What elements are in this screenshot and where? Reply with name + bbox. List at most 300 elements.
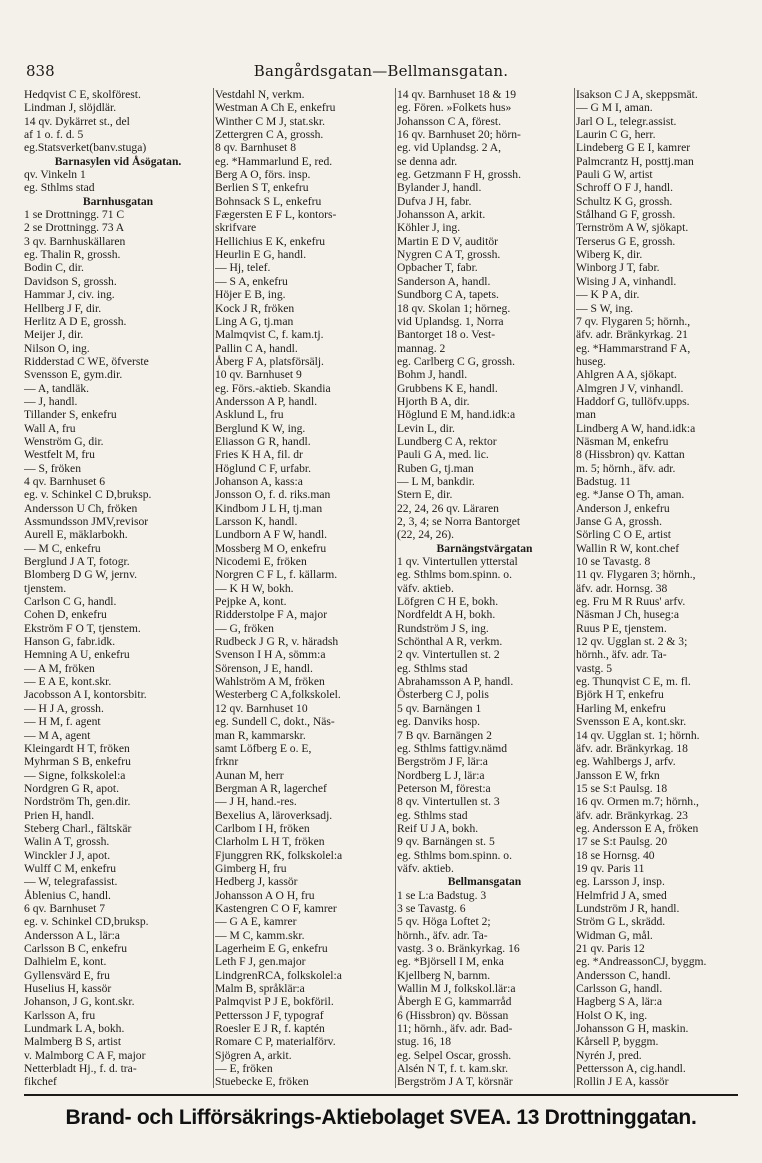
directory-entry: Sörenson, J E, handl. [215,661,313,675]
directory-entry: 12 qv. Barnhuset 10 [215,701,308,715]
directory-entry: Widman G, mål. [576,928,653,942]
directory-entry: — M A, agent [24,728,91,742]
directory-entry: 22, 24, 26 qv. Läraren [397,501,499,515]
directory-entry: Tillander S, enkefru [24,408,117,422]
directory-entry: Lundberg C A, rektor [397,434,497,448]
directory-entry: Hjorth B A, dir. [397,394,470,408]
directory-entry: Opbacher T, fabr. [397,261,478,275]
directory-entry: Lundborn A F W, handl. [215,528,328,542]
directory-entry: — K P A, dir. [576,288,640,302]
directory-entry: Badstug. 11 [576,474,631,488]
directory-entry: Johansson G H, maskin. [576,1022,689,1036]
directory-entry: Pettersson J F, typograf [215,1008,324,1022]
directory-entry: Eliasson G R, handl. [215,434,311,448]
directory-entry: Alsén N T, f. t. kam.skr. [397,1062,508,1076]
directory-entry: Pauli G A, med. lic. [397,448,489,462]
directory-entry: 14 qv. Ugglan st. 1; hörnh. [576,728,700,742]
directory-entry: Malm B, språklär:a [215,982,305,996]
directory-entry: eg. Sundell C, dokt., Näs- [215,715,335,729]
directory-entry: eg. vid Uplandsg. 2 A, [397,141,502,155]
directory-entry: Åberg F A, platsförsälj. [215,354,324,368]
directory-entry: — M C, kamm.skr. [215,928,305,942]
directory-entry: eg. *Janse O Th, aman. [576,488,685,502]
directory-entry: Jarl O L, telegr.assist. [576,114,677,128]
directory-entry: Kock J R, fröken [215,301,295,315]
directory-entry: tjenstem. [24,581,67,595]
directory-entry: eg. *Hammarlund E, red. [215,154,333,168]
directory-entry: (22, 24, 26). [397,528,454,542]
directory-entry: — G, fröken [215,621,274,635]
directory-entry: Hanson G, fabr.idk. [24,635,116,649]
directory-entry: stug. 16, 18 [397,1035,452,1049]
directory-entry: 18 se Hornsg. 40 [576,848,655,862]
directory-entry: 10 se Tavastg. 8 [576,555,651,569]
directory-entry: Sörling C O E, artist [576,528,672,542]
directory-entry: 11; hörnh., äfv. adr. Bad- [397,1022,513,1036]
directory-entry: Jansson E W, frkn [576,768,660,782]
directory-entry: Ruus P E, tjenstem. [576,621,667,635]
directory-entry: Schultz K G, grossh. [576,194,673,208]
directory-entry: 6 qv. Barnhuset 7 [24,901,106,915]
directory-entry: eg. Förs.-aktieb. Skandia [215,381,331,395]
directory-entry: Bantorget 18 o. Vest- [397,328,496,342]
directory-entry: Fægersten E F L, kontors- [215,208,337,222]
directory-entry: Wulff C M, enkefru [24,861,117,875]
directory-entry: Hedberg J, kassör [215,875,298,889]
directory-entry: Roesler E J R, f. kaptén [215,1022,325,1036]
directory-entry: Berglund K W, ing. [215,421,306,435]
directory-entry: Martin E D V, auditör [397,234,499,248]
directory-entry: Ternström A W, sjökapt. [576,221,689,235]
directory-entry: eg. Fören. »Folkets hus» [397,101,512,115]
street-heading: Bellmansgatan [447,875,522,889]
directory-entry: Winckler J J, apot. [24,848,111,862]
directory-entry: Ling A G, tj.man [215,314,294,328]
directory-entry: se denna adr. [397,154,458,168]
directory-entry: Palmcrantz H, posttj.man [576,154,694,168]
directory-entry: Nordberg L J, lär:a [397,768,485,782]
directory-entry: 18 qv. Skolan 1; hörneg. [397,301,511,315]
directory-entry: Åblenius C, handl. [24,888,111,902]
directory-entry: hörnh., äfv. adr. Ta- [397,928,488,942]
directory-entry [397,875,572,888]
directory-entry: eg. Fru M R Ruus' arfv. [576,595,686,609]
directory-entry: Lindeberg G E I, kamrer [576,141,691,155]
directory-entry: 12 qv. Ugglan st. 2 & 3; [576,635,688,649]
directory-entry: väfv. aktieb. [397,861,454,875]
directory-entry: Wallin M J, folkskol.lär:a [397,982,516,996]
directory-entry: 1 se Drottningg. 71 C [24,208,125,222]
directory-entry: Johansson A O H, fru [215,888,315,902]
directory-entry: — G M I, aman. [576,101,653,115]
directory-entry: 2, 3, 4; se Norra Bantorget [397,515,521,528]
directory-entry: Carlsson B C, enkefru [24,942,128,955]
directory-entry [24,195,212,208]
directory-entry: eg. Sthlms bom.spinn. o. [397,568,512,582]
directory-entry: Aunan M, herr [215,768,284,782]
directory-entry: Johansson C A, förest. [397,114,502,128]
directory-entry: Fries K H A, fil. dr [215,448,303,462]
directory-entry: Dufva J H, fabr. [397,194,472,208]
directory-entry: — W, telegrafassist. [24,875,118,889]
directory-entry: Berlien S T, enkefru [215,181,309,195]
directory-entry: 5 qv. Barnängen 1 [397,701,482,715]
directory-entry: Johanson A, kass:a [215,474,303,488]
directory-entry: Ekström F O T, tjenstem. [24,621,141,635]
directory-entry: Isakson C J A, skeppsmät. [576,88,698,101]
directory-entry: Carlbom I H, fröken [215,821,310,835]
directory-entry: huseg. [576,354,606,368]
directory-entry: Bylander J, handl. [397,181,482,195]
directory-entry: Lagerheim E G, enkefru [215,942,328,955]
directory-entry: Bohnsack S L, enkefru [215,194,322,208]
directory-entry: äfv. adr. Bränkyrkag. 23 [576,808,688,822]
directory-entry: Wenström G, dir. [24,434,104,448]
directory-entry: Höjer E B, ing. [215,288,286,302]
directory-entry: Herlitz A D E, grossh. [24,314,127,328]
directory-entry: — A, tandläk. [24,381,90,395]
directory-entry: — K H W, bokh. [215,581,294,595]
directory-entry: Johansson A, arkit. [397,208,486,222]
directory-entry: Näsman J Ch, huseg:a [576,608,680,622]
directory-entry: eg. Larsson J, insp. [576,875,665,889]
directory-entry: Pauli G W, artist [576,168,653,182]
footer-advert: Brand- och Lifförsäkrings-Aktiebolaget SVEA. 13 Drottninggatan. [65,1106,697,1129]
directory-entry: 9 qv. Barnängen st. 5 [397,835,495,849]
directory-entry: Myhrman S B, enkefru [24,755,131,769]
directory-entry: eg. Carlberg C G, grossh. [397,354,515,368]
directory-entry: 4 qv. Barnhuset 6 [24,474,106,488]
directory-entry: eg. Sthlms stad [397,808,468,822]
directory-entry: Netterbladt Hj., f. d. tra- [24,1062,137,1076]
directory-entry: — H J A, grossh. [24,701,104,715]
directory-entry: Stuebecke E, fröken [215,1075,309,1088]
directory-entry: Hemning A U, enkefru [24,648,130,662]
directory-entry: Carlsson G, handl. [576,982,663,996]
street-heading: Barnasylen vid Åsögatan. [54,154,182,168]
directory-entry: Nicodemi E, fröken [215,555,307,569]
directory-entry: 3 se Tavastg. 6 [397,901,466,915]
directory-entry: Karlsson A, fru [24,1008,96,1022]
directory-entry: Hammar J, civ. ing. [24,288,115,302]
directory-entry: Kårsell P, byggm. [576,1035,659,1049]
directory-entry: Johanson, J G, kont.skr. [24,995,135,1009]
directory-entry: eg. Danviks hosp. [397,715,481,729]
directory-entry: Bohm J, handl. [397,368,468,382]
directory-entry: 15 se S:t Paulsg. 18 [576,781,668,795]
directory-entry: eg. Getzmann F H, grossh. [397,168,521,182]
directory-entry: Ahlgren A A, sjökapt. [576,368,677,382]
directory-entry: eg. v. Schinkel CD,bruksp. [24,915,149,929]
directory-entry: Wallin R W, kont.chef [576,541,680,555]
directory-entry: LindgrenRCA, folkskolel:a [215,968,342,982]
directory-entry: Levin L, dir. [397,421,455,435]
directory-entry: Åbergh E G, kammarråd [397,995,512,1009]
directory-entry: Heurlin E G, handl. [215,248,307,262]
directory-entry: Hagberg S A, lär:a [576,995,663,1009]
directory-entry: Rudbeck J G R, v. häradsh [215,635,339,649]
directory-entry: Westman A Ch E, enkefru [215,101,336,115]
directory-entry: eg. Thalin R, grossh. [24,248,121,262]
directory-entry: Malmqvist C, f. kam.tj. [215,328,324,342]
directory-entry: Stålhand G F, grossh. [576,208,676,222]
directory-entry: Dalhielm E, kont. [24,955,107,969]
directory-entry: vid Uplandsg. 1, Norra [397,314,504,328]
directory-entry: 1 se L:a Badstug. 3 [397,888,487,902]
directory-entry: Holst O K, ing. [576,1008,648,1022]
directory-entry: äfv. adr. Bränkyrkag. 21 [576,328,688,342]
page-header [24,62,738,84]
directory-entry: Ridderstolpe F A, major [215,608,328,622]
directory-entry: eg. Andersson E A, fröken [576,821,699,835]
column-divider [395,88,396,1088]
page-number: 838 [26,62,55,80]
directory-entry: Almgren J V, vinhandl. [576,381,684,395]
directory-entry: — J H, hand.-res. [215,795,297,809]
directory-entry: Palmqvist P J E, bokföril. [215,995,334,1009]
directory-entry: Schönthal A R, verkm. [397,635,503,649]
directory-entry: Clarholm L H T, fröken [215,835,325,849]
directory-entry: 11 qv. Flygaren 3; hörnh., [576,568,696,582]
directory-entry: Lindman J, slöjdlär. [24,101,117,115]
directory-entry: 7 B qv. Barnängen 2 [397,728,492,742]
directory-entry: Pallin C A, handl. [215,341,298,355]
directory-entry: Leth F J, gen.major [215,955,306,969]
directory-entry: 7 qv. Flygaren 5; hörnh., [576,314,691,328]
directory-entry: Pejpke A, kont. [215,595,287,609]
directory-entry: Steberg Charl., fältskär [24,821,132,835]
column-3 [397,88,572,1088]
directory-entry: eg. v. Schinkel C D,bruksp. [24,488,152,502]
directory-entry: skrifvare [215,221,257,235]
directory-entry: Nordgren G R, apot. [24,781,119,795]
directory-entry: Mossberg M O, enkefru [215,541,327,555]
directory-entry: Berg A O, förs. insp. [215,168,311,182]
directory-entry: Köhler J, ing. [397,221,461,235]
directory-entry: eg. Sthlms stad [397,661,468,675]
directory-entry: Haddorf G, tullöfv.upps. [576,394,690,408]
directory-entry: eg. *Björsell I M, enka [397,955,504,969]
directory-entry: Höglund C F, urfabr. [215,461,312,475]
directory-entry: Wising J A, vinhandl. [576,274,677,288]
directory-entry: — A M, fröken [24,661,95,675]
directory-entry: qv. Vinkeln 1 [24,168,86,182]
directory-entry: Meijer J, dir. [24,328,84,342]
directory-entry: Sundborg C A, tapets. [397,288,499,302]
directory-entry: Bergström J A T, körsnär [397,1075,513,1088]
directory-entry: Andersson C, handl. [576,968,671,982]
footer-rule [24,1094,738,1096]
running-title: Bangårdsgatan—Bellmansgatan. [253,62,509,80]
directory-entry [397,542,572,555]
directory-entry: Westerberg C A,folkskolel. [215,688,341,702]
directory-entry: — H M, f. agent [24,715,101,729]
directory-entry: Jonsson O, f. d. riks.man [215,488,331,502]
directory-entry: 6 (Hissbron) qv. Bössan [397,1008,509,1022]
directory-entry: Ström G L, skrädd. [576,915,666,929]
directory-entry: Lundmark L A, bokh. [24,1022,125,1036]
directory-entry: eg. Sthlms fattigv.nämd [397,741,508,755]
directory-entry: Kjellberg N, barnm. [397,968,491,982]
directory-entry: Berglund J A T, fotogr. [24,555,130,569]
directory-entry: man [576,408,596,422]
directory-entry: Vestdahl N, verkm. [215,88,305,101]
directory-entry: Nyrén J, pred. [576,1048,642,1062]
directory-entry: — S W, ing. [576,301,634,315]
directory-entry: Rundström J S, ing. [397,621,489,635]
directory-entry: 16 qv. Barnhuset 20; hörn- [397,128,521,142]
directory-entry: Winborg J T, fabr. [576,261,660,275]
directory-entry: Bexelius A, läroverksadj. [215,808,333,822]
directory-entry: 8 qv. Vintertullen st. 3 [397,795,500,809]
directory-entry: eg. Wahlbergs J, arfv. [576,755,676,769]
directory-entry: eg. *AndreassonCJ, byggm. [576,955,707,969]
directory-entry: Kastengren C O F, kamrer [215,901,337,915]
directory-entry: Lindberg A W, hand.idk:a [576,421,696,435]
directory-entry: Huselius H, kassör [24,982,112,996]
directory-entry: Prien H, handl. [24,808,95,822]
directory-entry [24,155,212,168]
directory-entry: Wahlström A M, fröken [215,675,325,689]
directory-entry: 21 qv. Paris 12 [576,942,645,955]
directory-columns [24,88,740,1088]
directory-entry: man R, kammarskr. [215,728,306,742]
directory-entry: Stern E, dir. [397,488,453,502]
street-heading: Barnhusgatan [82,194,154,208]
directory-entry: Hellichius E K, enkefru [215,234,326,248]
directory-entry: v. Malmborg C A F, major [24,1048,146,1062]
directory-entry: eg. Thunqvist C E, m. fl. [576,675,691,689]
directory-entry: Reif U J A, bokh. [397,821,479,835]
column-4 [576,88,740,1088]
directory-entry: Assmundsson JMV,revisor [24,515,149,528]
directory-entry: Gyllensvärd E, fru [24,968,110,982]
directory-entry: hörnh., äfv. adr. Ta- [576,648,667,662]
directory-entry: Grubbens K E, handl. [397,381,498,395]
directory-entry: 17 se S:t Paulsg. 20 [576,835,668,849]
directory-entry: Harling M, enkefru [576,701,666,715]
directory-entry: Löfgren C H E, bokh. [397,595,499,609]
directory-entry: 10 qv. Barnhuset 9 [215,368,302,382]
directory-entry: Bergman A R, lagerchef [215,781,327,795]
directory-entry: — E, fröken [215,1062,273,1076]
directory-entry: Pettersson A, cig.handl. [576,1062,686,1076]
directory-entry: Andersson A P, handl. [215,394,318,408]
directory-entry: 14 qv. Dykärret st., del [24,114,130,128]
directory-entry: Ruben G, tj.man [397,461,474,475]
directory-entry: Walin A T, grossh. [24,835,110,849]
directory-entry: samt Löfberg E o. E, [215,741,312,755]
directory-entry: Svenson I H A, sömm:a [215,648,326,662]
directory-entry: Hellberg J F, dir. [24,301,102,315]
directory-entry: 5 qv. Höga Loftet 2; [397,915,491,929]
directory-entry: Nordfeldt A H, bokh. [397,608,496,622]
directory-entry: Svensson E, gym.dir. [24,368,123,382]
directory-entry: 1 qv. Vintertullen ytterstal [397,555,518,569]
directory-entry: 8 qv. Barnhuset 8 [215,141,297,155]
directory-entry: Björk H T, enkefru [576,688,664,702]
directory-entry: — E A E, kont.skr. [24,675,112,689]
directory-entry: Janse G A, grossh. [576,515,662,528]
directory-entry: eg.Statsverket(banv.stuga) [24,141,147,155]
directory-entry: Nordström Th, gen.dir. [24,795,131,809]
directory-entry: Nilson O, ing. [24,341,90,355]
directory-entry: 16 qv. Ormen m.7; hörnh., [576,795,699,809]
directory-entry: Kindbom J L H, tj.man [215,501,323,515]
directory-entry: eg. *Hammarstrand F A, [576,341,691,355]
directory-entry: Laurin C G, herr. [576,128,656,142]
directory-entry: Schroff O F J, handl. [576,181,674,195]
directory-entry: Romare C P, materialförv. [215,1035,336,1049]
directory-entry: Wiberg K, dir. [576,248,643,262]
column-divider [213,88,214,1088]
directory-entry: Aurell E, mäklarbokh. [24,528,128,542]
directory-entry: Abrahamsson A P, handl. [397,675,514,689]
column-divider [574,88,575,1088]
directory-entry: Malmberg B S, artist [24,1035,122,1049]
directory-entry: Hedqvist C E, skolförest. [24,88,141,101]
directory-entry: — M C, enkefru [24,541,101,555]
directory-entry: — J, handl. [24,394,78,408]
directory-entry: Cohen D, enkefru [24,608,107,622]
directory-entry: 8 (Hissbron) qv. Kattan [576,448,685,462]
directory-entry: Carlson C G, handl. [24,595,117,609]
directory-entry: Westfelt M, fru [24,448,95,462]
directory-entry: Bergström J F, lär:a [397,755,488,769]
directory-entry: — Hj, telef. [215,261,271,275]
directory-entry: Larsson K, handl. [215,515,298,528]
directory-entry: fikchef [24,1075,57,1088]
directory-entry: af 1 o. f. d. 5 [24,128,84,142]
directory-entry: Helmfrid J A, smed [576,888,667,902]
directory-entry: äfv. adr. Hornsg. 38 [576,581,668,595]
directory-entry: 2 se Drottningg. 73 A [24,221,125,235]
directory-entry: Anderson J, enkefru [576,501,670,515]
directory-entry: eg. Sthlms stad [24,181,95,195]
directory-entry: 2 qv. Vintertullen st. 2 [397,648,500,662]
column-1 [24,88,212,1088]
directory-entry: Davidson S, grossh. [24,274,117,288]
directory-entry: Terserus G E, grossh. [576,234,676,248]
directory-entry: Sjögren A, arkit. [215,1048,292,1062]
directory-entry: Asklund L, fru [215,408,284,422]
directory-entry: Andersson U Ch, fröken [24,501,138,515]
directory-entry: Sanderson A, handl. [397,274,491,288]
directory-entry: Österberg C J, polis [397,688,489,702]
street-heading: Barnängstvärgatan [436,541,533,555]
directory-entry: frknr [215,755,239,769]
directory-entry: Näsman M, enkefru [576,434,669,448]
directory-entry: Rollin J E A, kassör [576,1075,669,1088]
directory-entry: äfv. adr. Bränkyrkag. 18 [576,741,688,755]
directory-entry: 19 qv. Paris 11 [576,861,645,875]
directory-entry: — S A, enkefru [215,274,288,288]
directory-entry: Kleingardt H T, fröken [24,741,130,755]
directory-entry: Fjunggren RK, folkskolel:a [215,848,343,862]
directory-entry: Zettergren C A, grossh. [215,128,324,142]
directory-entry: eg. Selpel Oscar, grossh. [397,1048,512,1062]
directory-entry: vastg. 5 [576,661,613,675]
directory-entry: — L M, bankdir. [397,474,475,488]
column-2 [215,88,393,1088]
directory-entry: Blomberg D G W, jernv. [24,568,138,582]
directory-entry: Höglund E M, hand.idk:a [397,408,516,422]
directory-entry: Lundström J R, handl. [576,901,680,915]
directory-entry: Bodin C, dir. [24,261,84,275]
directory-entry: Svensson E A, kont.skr. [576,715,687,729]
directory-entry: — S, fröken [24,461,81,475]
directory-entry: väfv. aktieb. [397,581,454,595]
